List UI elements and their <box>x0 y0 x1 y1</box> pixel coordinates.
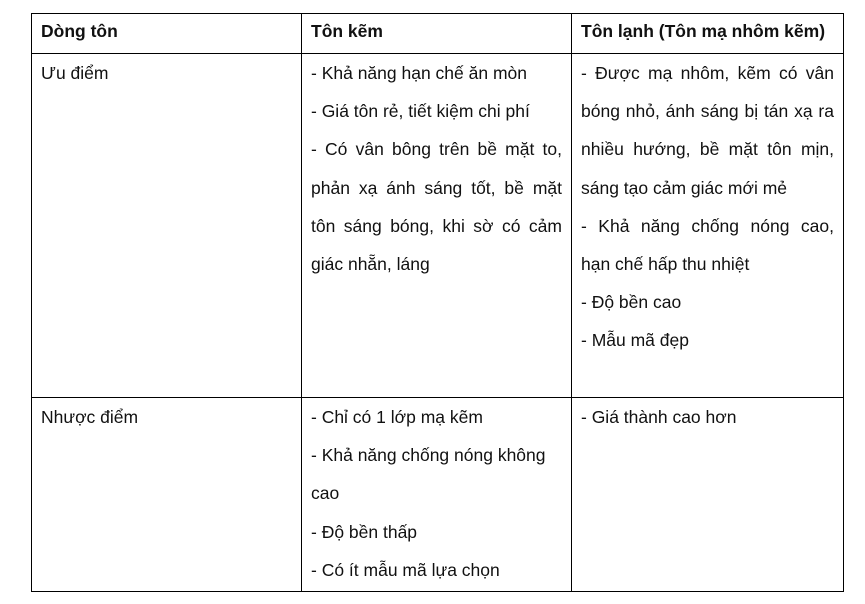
row-label-disadvantages: Nhược điểm <box>41 407 139 427</box>
list-item: - Khả năng chống nóng không cao <box>311 445 546 504</box>
list-item: - Khả năng chống nóng cao, hạn chế hấp thu nhiệt <box>581 215 834 275</box>
row-label-advantages: Ưu điểm <box>41 63 109 83</box>
ton-kem-disadvantages-list <box>311 398 562 589</box>
ton-lanh-disadvantages-cell <box>572 398 844 592</box>
ton-kem-disadvantages-cell <box>302 398 572 592</box>
list-item: - Chỉ có 1 lớp mạ kẽm <box>311 407 483 427</box>
row-label-cell <box>32 54 302 398</box>
list-item: - Khả năng hạn chế ăn mòn <box>311 63 527 83</box>
list-item: - Mẫu mã đẹp <box>581 330 689 351</box>
comparison-table <box>31 13 844 592</box>
table-row-disadvantages <box>32 398 844 592</box>
list-item: - Giá tôn rẻ, tiết kiệm chi phí <box>311 101 530 122</box>
list-item: - Được mạ nhôm, kẽm có vân bóng nhỏ, ánh sáng bị tán xạ ra nhiều hướng, bề mặt tôn mịn, sáng tạo cảm giác mới mẻ <box>581 63 834 198</box>
row-label-cell <box>32 398 302 592</box>
header-row <box>32 14 844 54</box>
ton-lanh-advantages-list <box>581 54 834 360</box>
list-item: - Giá thành cao hơn <box>581 407 737 427</box>
list-item: - Độ bền thấp <box>311 521 418 542</box>
ton-lanh-advantages-cell <box>572 54 844 398</box>
list-item: - Có vân bông trên bề mặt to, phản xạ ánh sáng tốt, bề mặt tôn sáng bóng, khi sờ có cảm giác nhẵn, láng <box>311 139 562 275</box>
list-item: - Độ bền cao <box>581 292 682 313</box>
header-cell-dong-ton: Dòng tôn <box>32 14 302 54</box>
header-cell-ton-lanh: Tôn lạnh (Tôn mạ nhôm kẽm) <box>572 14 844 54</box>
ton-kem-advantages-cell <box>302 54 572 398</box>
ton-kem-advantages-list <box>311 54 562 283</box>
header-cell-ton-kem: Tôn kẽm <box>302 14 572 54</box>
table-row-advantages <box>32 54 844 398</box>
ton-lanh-disadvantages-list <box>581 398 834 436</box>
list-item: - Có ít mẫu mã lựa chọn <box>311 559 500 580</box>
